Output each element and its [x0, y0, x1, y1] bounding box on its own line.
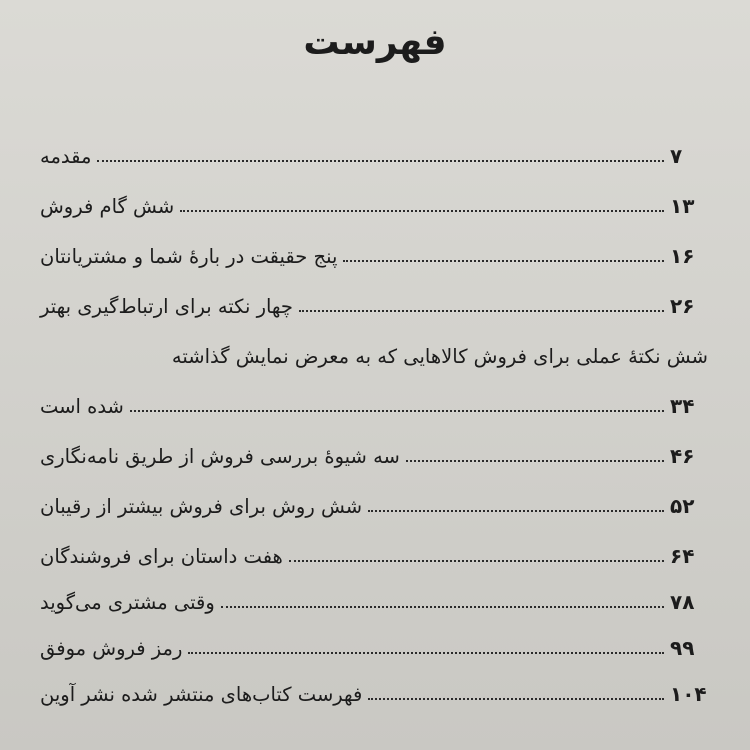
dot-leader: [299, 310, 664, 312]
entry-title: مقدمه: [40, 144, 92, 168]
entry-page-number: ۹۹: [670, 636, 695, 660]
entry-title: فهرست کتاب‌های منتشر شده نشر آوین: [40, 682, 363, 706]
entry-page-number: ۴۶: [670, 444, 695, 468]
toc-entry: [40, 228, 708, 268]
dot-leader: [406, 460, 664, 462]
toc-entry: [40, 428, 708, 468]
toc-entry: [40, 666, 708, 706]
dot-leader: [97, 160, 664, 162]
entry-page-number: ۱۰۴: [670, 682, 707, 706]
entry-title: شش روش برای فروش بیشتر از رقیبان: [40, 494, 363, 518]
entry-title: پنج حقیقت در بارهٔ شما و مشتریانتان: [40, 244, 338, 268]
toc-entry: [40, 278, 708, 318]
toc-entry: [40, 128, 708, 168]
entry-title: شده است: [40, 394, 124, 418]
toc-entry: [40, 178, 708, 218]
entry-page-number: ۵۲: [670, 494, 695, 518]
dot-leader: [368, 698, 664, 700]
entry-page-number: ۶۴: [670, 544, 695, 568]
dot-leader: [221, 606, 664, 608]
entry-page-number: ۷۸: [670, 590, 695, 614]
dot-leader: [180, 210, 664, 212]
entry-title: چهار نکته برای ارتباط‌گیری بهتر: [40, 294, 293, 318]
toc-entry: [40, 478, 708, 518]
entry-page-number: ۳۴: [670, 394, 695, 418]
toc-entry: [40, 378, 708, 418]
entry-page-number: ۱۶: [670, 244, 695, 268]
dot-leader: [289, 560, 664, 562]
entry-title: شش نکتهٔ عملی برای فروش کالاهایی که به معرض نمایش گذاشته: [171, 344, 708, 368]
toc-entry-line1: [40, 328, 708, 368]
page-title: فهرست: [303, 22, 447, 63]
entry-title: شش گام فروش: [40, 194, 175, 218]
dot-leader: [130, 410, 664, 412]
entry-title: وقتی مشتری می‌گوید: [40, 590, 215, 614]
entry-title: هفت داستان برای فروشندگان: [40, 544, 283, 568]
entry-title: رمز فروش موفق: [40, 636, 183, 660]
toc-entry: [40, 574, 708, 614]
toc-entry: [40, 620, 708, 660]
toc-entry: [40, 528, 708, 568]
dot-leader: [188, 652, 664, 654]
entry-page-number: ۱۳: [670, 194, 695, 218]
entry-page-number: ۲۶: [670, 294, 695, 318]
dot-leader: [343, 260, 664, 262]
entry-page-number: ۷: [670, 144, 683, 168]
entry-title: سه شیوهٔ بررسی فروش از طریق نامه‌نگاری: [40, 444, 400, 468]
dot-leader: [368, 510, 664, 512]
